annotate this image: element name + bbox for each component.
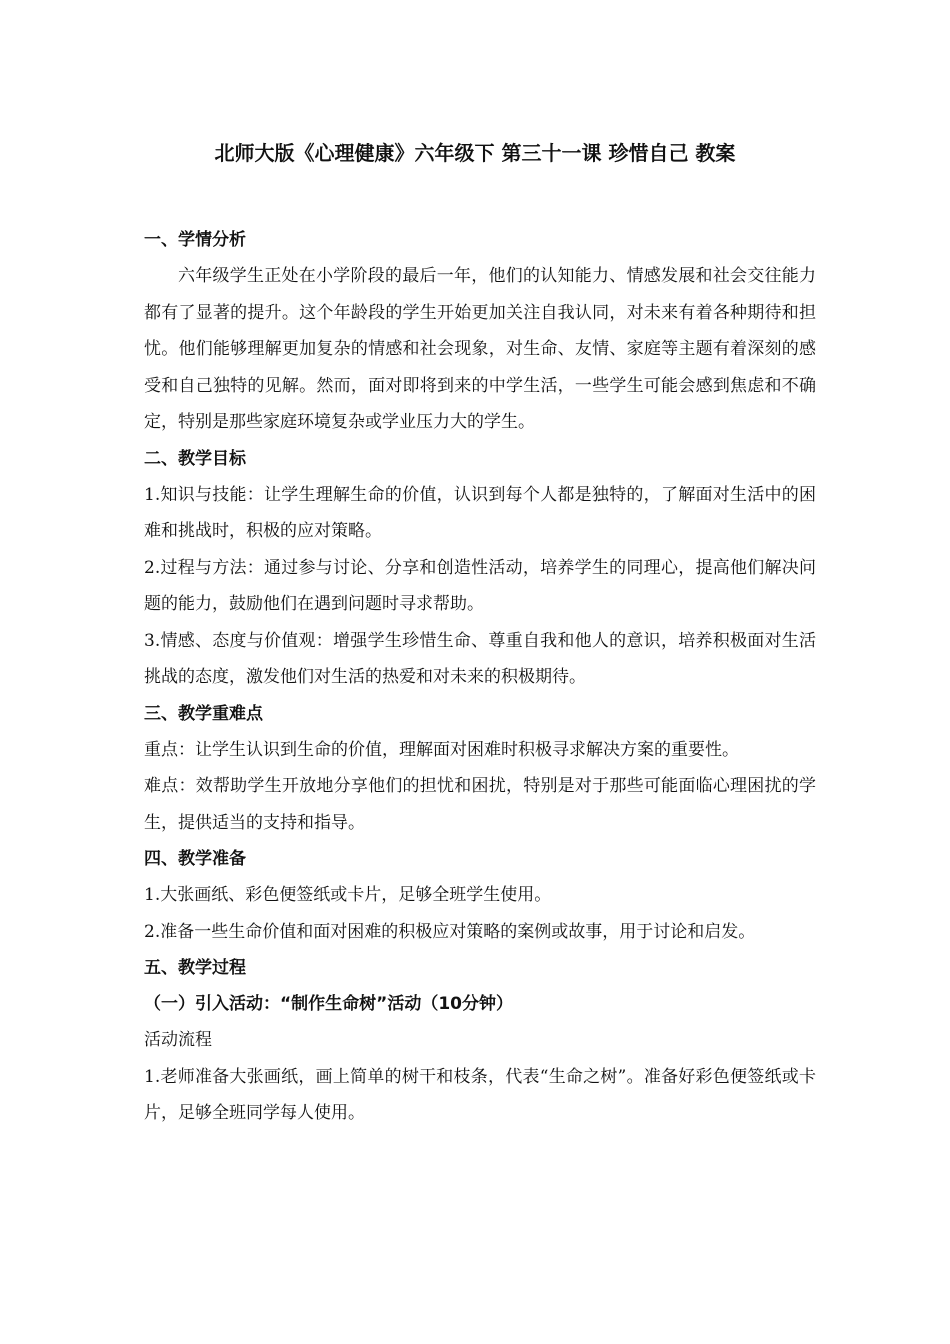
section-3-key-point: 重点：让学生认识到生命的价值，理解面对困难时积极寻求解决方案的重要性。 (144, 739, 739, 760)
document-title: 北师大版《心理健康》六年级下 第三十一课 珍惜自己 教案 (214, 141, 736, 165)
section-heading-3: 三、教学重难点 (144, 703, 263, 724)
section-5-step-1: 1.老师准备大张画纸，画上简单的树干和枝条，代表“生命之树”。准备好彩色便签纸或卡片，足够全班同学每人使用。 (144, 1066, 816, 1123)
section-2-item-3: 3.情感、态度与价值观：增强学生珍惜生命、尊重自我和他人的意识，培养积极面对生活挑战的态度，激发他们对生活的热爱和对未来的积极期待。 (144, 630, 816, 687)
section-2-item-1: 1.知识与技能：让学生理解生命的价值，认识到每个人都是独特的，了解面对生活中的困难和挑战时，积极的应对策略。 (144, 484, 816, 541)
section-5-activity-label: 活动流程 (144, 1030, 212, 1050)
section-2-item-2: 2.过程与方法：通过参与讨论、分享和创造性活动，培养学生的同理心，提高他们解决问题的能力，鼓励他们在遇到问题时寻求帮助。 (144, 557, 816, 614)
section-heading-5: 五、教学过程 (144, 958, 246, 978)
section-heading-4: 四、教学准备 (144, 849, 246, 869)
document-body (144, 222, 816, 1132)
section-1-paragraph: 六年级学生正处在小学阶段的最后一年，他们的认知能力、情感发展和社会交往能力都有了显著的提升。这个年龄段的学生开始更加关注自我认同，对未来有着各种期待和担忧。他们能够理解更加复杂的情感和社会现象，对生命、友情、家庭等主题有着深刻的感受和自己独特的见解。然而，面对即将到来的中学生活，一些学生可能会感到焦虑和不确定，特别是那些家庭环境复杂或学业压力大的学生。 (144, 266, 816, 432)
section-heading-2: 二、教学目标 (144, 448, 246, 469)
section-4-item-2: 2.准备一些生命价值和面对困难的积极应对策略的案例或故事，用于讨论和启发。 (144, 921, 756, 942)
section-4-item-1: 1.大张画纸、彩色便签纸或卡片，足够全班学生使用。 (144, 885, 552, 905)
section-5-subheading: （一）引入活动：“制作生命树”活动（10分钟） (144, 994, 514, 1014)
section-3-difficulty: 难点：效帮助学生开放地分享他们的担忧和困扰，特别是对于那些可能面临心理困扰的学生，提供适当的支持和指导。 (144, 776, 816, 833)
section-heading-1: 一、学情分析 (144, 230, 246, 250)
